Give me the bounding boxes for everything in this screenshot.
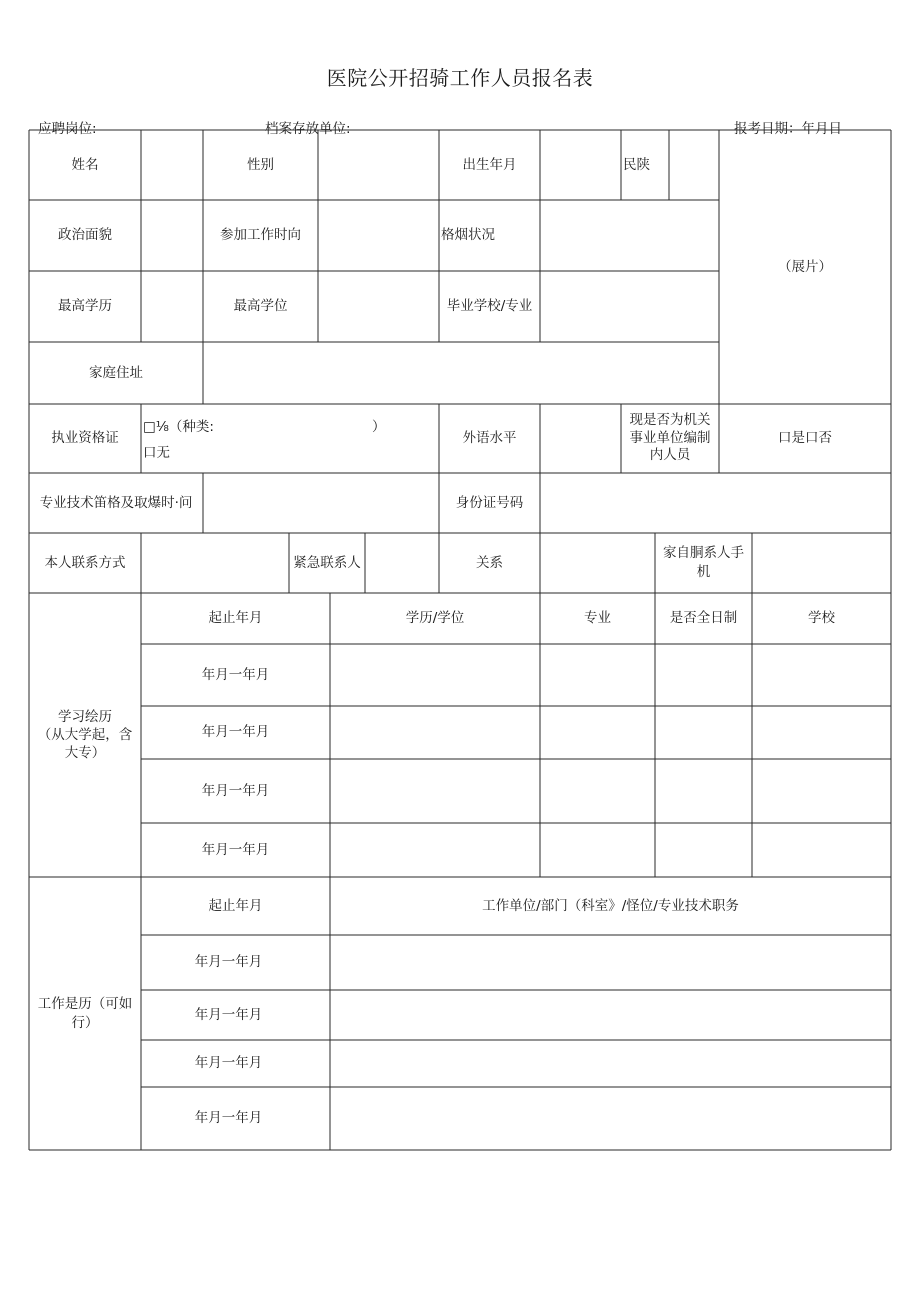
staff-status-line: 现是否为机关 (629, 411, 711, 428)
qualification-label: 专业技术笛格及取爆时·问 (39, 494, 193, 511)
highest-degree-field[interactable] (318, 271, 439, 342)
political-status-label: 政治面貌 (58, 227, 112, 244)
edu-header-fulltime: 是否全日制 (669, 610, 738, 627)
relation-field[interactable] (540, 533, 655, 593)
name-label: 姓名 (71, 156, 99, 173)
contact-label: 本人联系方式 (44, 554, 126, 571)
license-no-option[interactable]: 口无 (143, 444, 170, 461)
archive-unit-label: 档案存放单位: (265, 121, 351, 137)
ethnicity-field[interactable] (669, 130, 719, 200)
political-status-field[interactable] (141, 200, 203, 271)
work-history-label (29, 877, 141, 1150)
highest-degree-label: 最高学位 (233, 298, 288, 315)
qualification-field[interactable] (203, 473, 439, 533)
edu-header-period: 起止年月 (208, 610, 263, 627)
staff-status-line: 事业单位编制 (629, 429, 711, 446)
family-phone-label (655, 533, 752, 593)
work-row-period[interactable]: 年月一年月 (194, 1006, 263, 1023)
work-label-line: 工作是历（可如 (37, 996, 133, 1013)
education-label-line: 大专） (64, 745, 106, 762)
school-major-label: 毕业学校/专业 (446, 298, 533, 315)
id-number-label: 身份证号码 (455, 494, 524, 511)
edu-row-period[interactable]: 年月一年月 (201, 724, 270, 741)
edu-row-period[interactable]: 年月一年月 (201, 782, 270, 799)
home-address-field[interactable] (203, 342, 719, 404)
gender-field[interactable] (318, 130, 439, 200)
family-phone-line: 家自胴系人手 (663, 545, 744, 562)
edu-header-major: 专业 (584, 610, 611, 627)
highest-education-label: 最高学历 (58, 298, 112, 315)
edu-row-period[interactable]: 年月一年月 (201, 841, 270, 858)
edu-row-period[interactable]: 年月一年月 (201, 666, 270, 683)
education-label-line: 学习绘历 (58, 708, 112, 725)
emergency-contact-field[interactable] (365, 533, 439, 593)
marital-status-label: 格烟状况 (441, 227, 495, 244)
school-major-field[interactable] (540, 271, 719, 342)
edu-header-school: 学校 (808, 610, 835, 627)
emergency-contact-label: 紧急联系人 (293, 554, 361, 571)
ethnicity-label: 民陕 (623, 156, 650, 173)
home-address-label: 家庭住址 (89, 364, 143, 381)
marital-status-field[interactable] (540, 200, 719, 271)
staff-status-options[interactable]: 口是口否 (778, 430, 832, 447)
work-label-line: 行） (71, 1014, 99, 1031)
work-start-label: 参加工作时向 (220, 227, 301, 244)
application-date-label: 报考日期：年月日 (734, 121, 842, 137)
work-row-period[interactable]: 年月一年月 (194, 1055, 263, 1072)
family-phone-line: 机 (696, 564, 711, 580)
staff-status-line: 内人员 (649, 447, 691, 464)
education-label-line: （从大学起，含 (37, 726, 133, 743)
photo-box[interactable]: （展片） (778, 258, 832, 275)
id-number-field[interactable] (540, 473, 891, 533)
license-yes-option[interactable]: □⅛（种类: (143, 418, 214, 435)
work-row-period[interactable]: 年月一年月 (194, 954, 263, 971)
language-level-label: 外语水平 (462, 430, 517, 447)
work-header-period: 起止年月 (208, 897, 263, 914)
relation-label: 关系 (476, 554, 503, 571)
highest-education-field[interactable] (141, 271, 203, 342)
staff-status-label (621, 404, 719, 473)
work-row-period[interactable]: 年月一年月 (194, 1110, 263, 1127)
contact-field[interactable] (141, 533, 289, 593)
family-phone-field[interactable] (752, 533, 891, 593)
work-header-details: 工作单位/部门（科室》/怪位/专业技术职务 (482, 897, 739, 914)
education-history-label (29, 593, 141, 877)
birth-date-field[interactable] (540, 130, 621, 200)
edu-header-degree: 学历/学位 (405, 610, 465, 627)
name-field[interactable] (141, 130, 203, 200)
form-title: 医院公开招骑工作人员报名表 (326, 66, 594, 90)
language-level-field[interactable] (540, 404, 621, 473)
license-type-close: ） (372, 418, 386, 435)
gender-label: 性别 (247, 156, 274, 173)
birth-date-label: 出生年月 (462, 156, 517, 173)
license-label: 执业资格证 (51, 430, 119, 447)
position-applied-label: 应聘岗位: (38, 121, 97, 137)
work-start-field[interactable] (318, 200, 439, 271)
